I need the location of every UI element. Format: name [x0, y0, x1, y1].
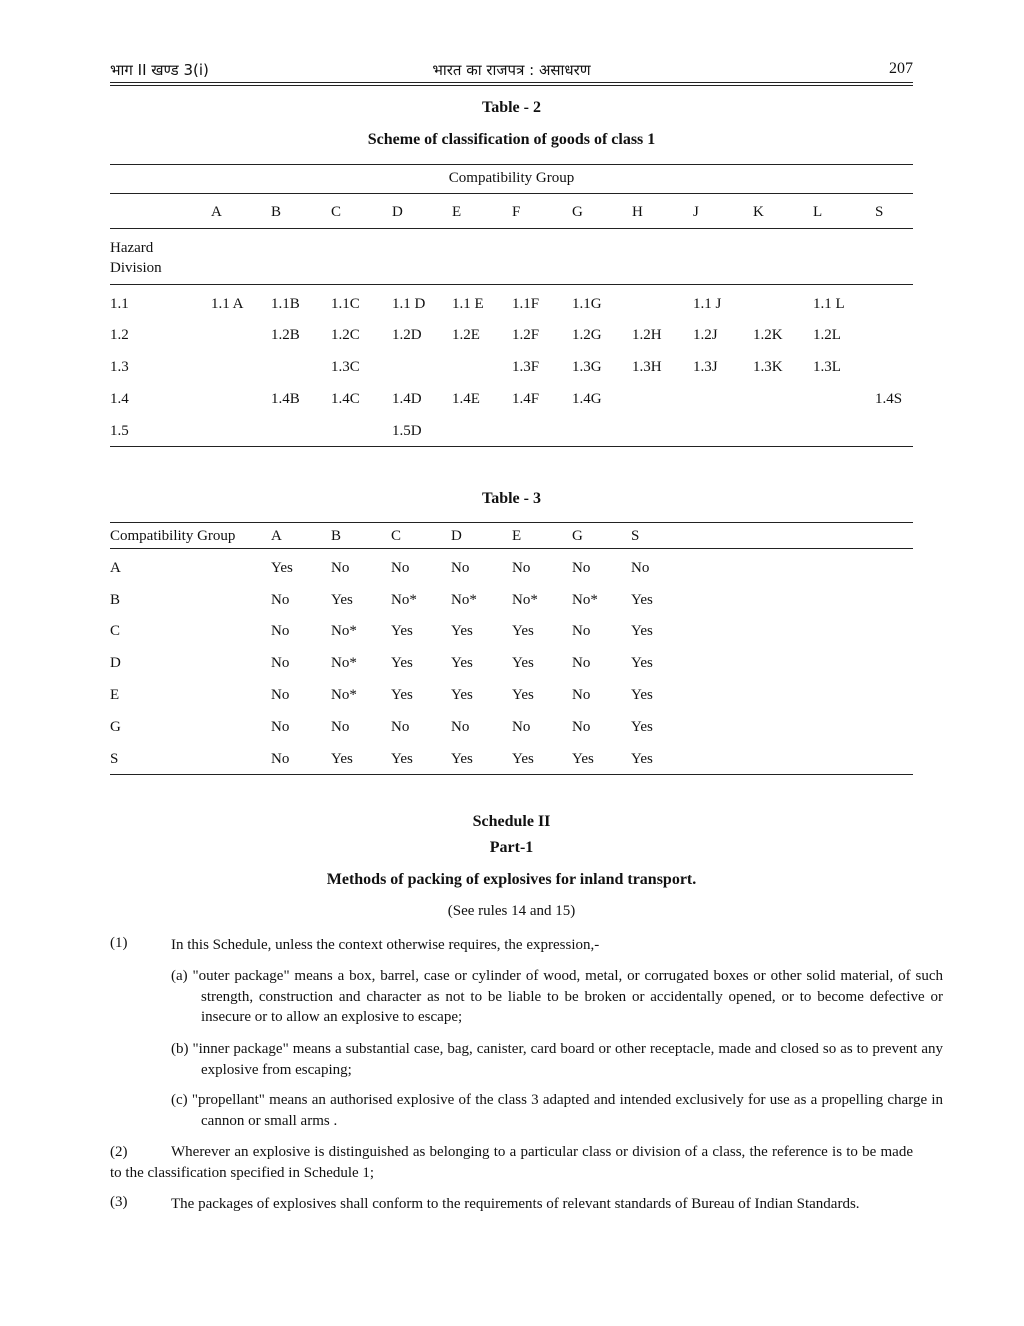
table3-cell: Yes [512, 687, 534, 703]
clause-1-number: (1) [110, 935, 128, 951]
table3-row-group: D [110, 655, 121, 671]
table2-cell: 1.2L [813, 327, 841, 343]
clause-2 [110, 1142, 913, 1183]
table3-cell: No* [331, 623, 357, 639]
table2-cell: 1.2E [452, 327, 480, 343]
table2-row-division: 1.4 [110, 391, 129, 407]
table2-title: Table - 2 [482, 99, 541, 116]
table2-cell: 1.3F [512, 359, 540, 375]
table3-cell: Yes [331, 751, 353, 767]
table3-cell: Yes [391, 687, 413, 703]
table2-cell: 1.4B [271, 391, 300, 407]
table3-cell: Yes [512, 655, 534, 671]
table3-cell: Yes [451, 751, 473, 767]
table2-cell: 1.1 J [693, 296, 722, 312]
table3-corner-label: Compatibility Group [110, 528, 236, 544]
table2-col-header-b: B [271, 204, 282, 220]
clause-1c-text: (c) "propellant" means an authorised explosive of the class 3 adapted and intended exclusively for use as a propelling charge in cannon or small arms . [171, 1092, 943, 1129]
table2-subtitle: Scheme of classification of goods of class 1 [367, 131, 656, 148]
table2-cell: 1.5D [392, 423, 422, 439]
table3-cell: No [331, 719, 350, 735]
table2-row-header-line1: Hazard [110, 240, 154, 256]
table3-bottom-rule [110, 774, 913, 775]
table3-cell: No [572, 623, 591, 639]
table2-cell: 1.2J [693, 327, 718, 343]
table3-cell: No* [391, 592, 417, 608]
header-part-label: भाग II खण्ड 3(i) [110, 61, 209, 79]
table3-row-group: C [110, 623, 121, 639]
table3-title: Table - 3 [482, 490, 541, 507]
table2-col-header-f: F [512, 204, 521, 220]
table2-row-division: 1.5 [110, 423, 129, 439]
table2-cell: 1.4G [572, 391, 602, 407]
table2-cell: 1.3H [632, 359, 662, 375]
table3-cell: Yes [331, 592, 353, 608]
table2-cell: 1.3J [693, 359, 718, 375]
table3-cell: No [391, 719, 410, 735]
table2-col-header-d: D [392, 204, 403, 220]
table3-cell: No [451, 560, 470, 576]
table2-cell: 1.2G [572, 327, 602, 343]
header-rule-2 [110, 85, 913, 86]
table3-cell: Yes [631, 751, 653, 767]
table3-cell: Yes [451, 623, 473, 639]
table3-cell: No [271, 655, 290, 671]
table2-cell: 1.1 A [211, 296, 244, 312]
schedule-see-rules: (See rules 14 and 15) [447, 903, 576, 919]
table3-cell: No [331, 560, 350, 576]
header-gazette-title: भारत का राजपत्र : असाधरण [432, 61, 591, 79]
clause-1b-text: (b) "inner package" means a substantial case, bag, canister, card board or other receptacle, made and closed so as to prevent any explosive from escaping; [171, 1041, 943, 1078]
table3-col-header-a: A [271, 528, 282, 544]
table3-cell: No [512, 719, 531, 735]
table3-cell: No [271, 592, 290, 608]
table3-col-header-d: D [451, 528, 462, 544]
clause-2-text: Wherever an explosive is distinguished as belonging to a particular class or division of a class, the reference is to be made to the classification specified in Schedule 1; [110, 1144, 913, 1181]
table3-cell: Yes [512, 751, 534, 767]
table3-cell: No [572, 560, 591, 576]
table3-cell: Yes [631, 623, 653, 639]
page-number: 207 [889, 60, 913, 77]
table2-col-header-s: S [875, 204, 884, 220]
table3-cell: Yes [271, 560, 293, 576]
table3-cell: No [572, 655, 591, 671]
table3-cell: Yes [631, 592, 653, 608]
table3-col-header-g: G [572, 528, 583, 544]
table2-cell: 1.4S [875, 391, 903, 407]
table2-group-rule [110, 193, 913, 194]
table2-cell: 1.1 L [813, 296, 845, 312]
table3-cell: No [512, 560, 531, 576]
schedule-heading: Methods of packing of explosives for inland transport. [326, 871, 697, 888]
table3-col-header-c: C [391, 528, 402, 544]
page-header [110, 60, 913, 82]
table2-bottom-rule [110, 446, 913, 447]
table2-cell: 1.2D [392, 327, 422, 343]
table2-cell: 1.3K [753, 359, 783, 375]
table2-col-header-h: H [632, 204, 643, 220]
table2-cell: 1.2F [512, 327, 540, 343]
table2-cell: 1.4F [512, 391, 540, 407]
table2-row-header-line2: Division [110, 260, 162, 276]
table3-cell: Yes [391, 751, 413, 767]
table3-cell: Yes [451, 655, 473, 671]
table2-col-header-a: A [211, 204, 222, 220]
table3-row-group: S [110, 751, 119, 767]
table3-cell: No* [331, 687, 357, 703]
table2-top-rule [110, 164, 913, 165]
table3-row-group: E [110, 687, 120, 703]
table2-cell: 1.4E [452, 391, 480, 407]
header-rule-1 [110, 82, 913, 83]
table2-row-division: 1.2 [110, 327, 129, 343]
table2-cell: 1.1G [572, 296, 602, 312]
table3-cell: Yes [631, 655, 653, 671]
table3-cell: No* [451, 592, 477, 608]
table3-row-group: B [110, 592, 121, 608]
table3-cell: Yes [572, 751, 594, 767]
table3-header-rule [110, 548, 913, 549]
table3-cell: No [271, 687, 290, 703]
table2-group-header: Compatibility Group [448, 170, 575, 186]
table2-cell: 1.2H [632, 327, 662, 343]
table3-cell: No* [512, 592, 538, 608]
table3-cell: No [271, 623, 290, 639]
table3-cell: No* [572, 592, 598, 608]
table2-cell: 1.2B [271, 327, 300, 343]
table2-cell: 1.3C [331, 359, 360, 375]
table3-cell: Yes [391, 655, 413, 671]
clause-2-number: (2) [110, 1144, 128, 1160]
table2-cell: 1.4C [331, 391, 360, 407]
table3-row-group: G [110, 719, 121, 735]
table3-cell: No [572, 687, 591, 703]
table2-cell: 1.1 E [452, 296, 484, 312]
table2-col-header-j: J [693, 204, 699, 220]
clause-3-number: (3) [110, 1194, 128, 1210]
table2-header-rule [110, 228, 913, 229]
table3-col-header-s: S [631, 528, 640, 544]
table2-cell: 1.1B [271, 296, 300, 312]
table2-cell: 1.3G [572, 359, 602, 375]
table3-cell: No [391, 560, 410, 576]
table2-col-header-g: G [572, 204, 583, 220]
table2-cell: 1.2C [331, 327, 360, 343]
table3-cell: Yes [391, 623, 413, 639]
table3-cell: No [451, 719, 470, 735]
table2-body-rule [110, 284, 913, 285]
table3-row-group: A [110, 560, 121, 576]
table2-cell: 1.2K [753, 327, 783, 343]
table2-cell: 1.3L [813, 359, 841, 375]
table2-cell: 1.4D [392, 391, 422, 407]
table2-row-division: 1.3 [110, 359, 129, 375]
schedule-title: Schedule II [472, 813, 551, 830]
table2-cell: 1.1 D [392, 296, 426, 312]
schedule-part: Part-1 [489, 839, 534, 856]
table3-cell: Yes [631, 719, 653, 735]
clause-1a-text: (a) "outer package" means a box, barrel, case or cylinder of wood, metal, or corrugated boxes or other solid material, of such strength, construction and character as not to be liable to be broken or accidentally opened, or to become defective or insecure or to allow an explosive to escape; [171, 968, 943, 1025]
table3-cell: Yes [631, 687, 653, 703]
table3-cell: No* [331, 655, 357, 671]
table2-col-header-k: K [753, 204, 764, 220]
table2-cell: 1.1C [331, 296, 360, 312]
table2-col-header-e: E [452, 204, 462, 220]
table2-cell: 1.1F [512, 296, 540, 312]
table3-col-header-e: E [512, 528, 522, 544]
table3-cell: No [271, 751, 290, 767]
table3-cell: Yes [512, 623, 534, 639]
clause-1-text: In this Schedule, unless the context otherwise requires, the expression,- [171, 937, 600, 953]
table3-cell: No [271, 719, 290, 735]
table3-cell: Yes [451, 687, 473, 703]
clause-3-text: The packages of explosives shall conform to the requirements of relevant standards of Bureau of Indian Standards. [171, 1196, 860, 1212]
table3-col-header-b: B [331, 528, 342, 544]
table2-col-header-c: C [331, 204, 342, 220]
table2-col-header-l: L [813, 204, 823, 220]
table3-top-rule [110, 522, 913, 523]
table3-cell: No [572, 719, 591, 735]
table3-cell: No [631, 560, 650, 576]
table2-row-division: 1.1 [110, 296, 129, 312]
